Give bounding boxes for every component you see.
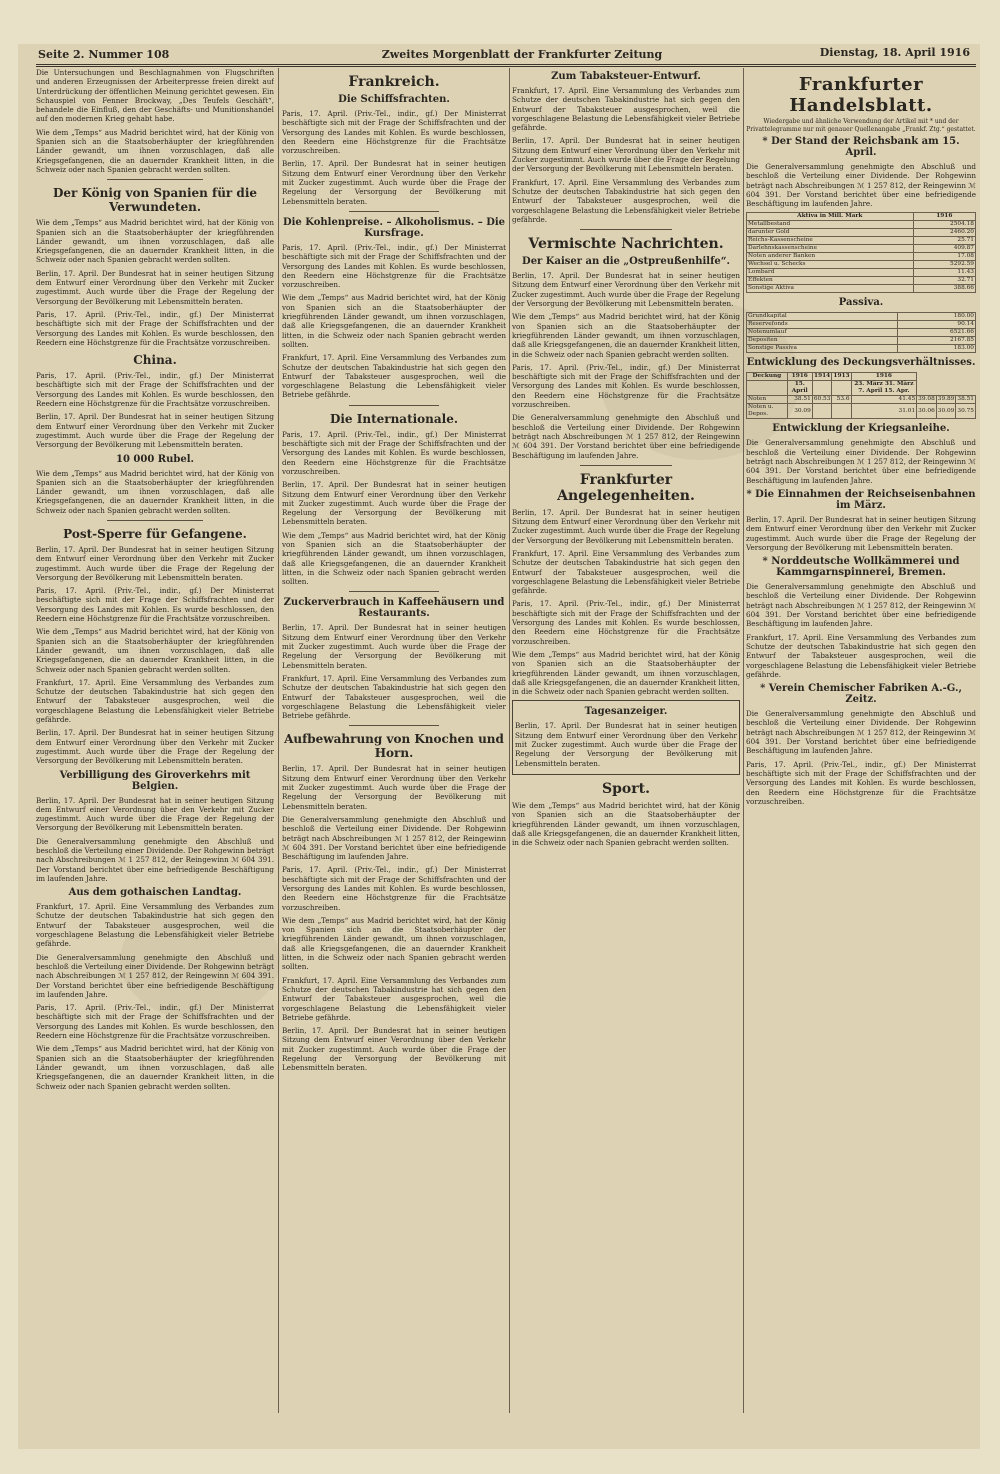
section-title: Frankfurter Handelsblatt. — [789, 74, 933, 116]
table-cell: 32.71 — [913, 277, 975, 285]
table-header-cell: 15. April — [787, 381, 812, 396]
table-cell: Noten u. Depos. — [747, 404, 788, 419]
table-header-cell — [832, 381, 851, 396]
table-row — [747, 329, 976, 337]
table-cell: Darlehnskassenscheine — [747, 245, 914, 253]
article-text: Frankfurt, 17. April. Eine Versammlung des Verbandes zum Schutze der deutschen Tabakindustrie hat sich gegen den Entwurf der Tabaksteuer ausgesprochen, weil die vorgeschlagene Belastung die Lebensfähigkeit vieler Betriebe gefährde. — [282, 673, 506, 721]
table-cell: Notenumlauf — [747, 329, 898, 337]
table-cell: Wechsel u. Schecks — [747, 261, 914, 269]
masthead-rule — [36, 66, 976, 67]
article-text: Paris, 17. April. (Priv.-Tel., indir., gf.) Der Ministerrat beschäftigte sich mit der Frage der Schiffsfrachten und der Versorgung des Landes mit Kohlen. Es wurde beschlossen, den Reedern eine Höchstgrenze für die Frachtsätze vorzuschreiben. — [36, 586, 274, 624]
article-text: Die Generalversammlung genehmigte den Abschluß und beschloß die Verteilung einer Dividende. Der Rohgewinn beträgt nach Abschreibungen ℳ 1 257 812, der Reingewinn ℳ 604 391. Der Vorstand berichtet über eine befriedigende Beschäftigung im laufenden Jahre. — [746, 582, 976, 629]
article-text: Paris, 17. April. (Priv.-Tel., indir., gf.) Der Ministerrat beschäftigte sich mit der Frage der Schiffsfrachten und der Versorgung des Landes mit Kohlen. Es wurde beschlossen, den Reedern eine Höchstgrenze für die Frachtsätze vorzuschreiben. — [746, 759, 976, 806]
table-row — [747, 313, 976, 321]
article-text: Frankfurt, 17. April. Eine Versammlung des Verbandes zum Schutze der deutschen Tabakindustrie hat sich gegen den Entwurf der Tabaksteuer ausgesprochen, weil die vorgeschlagene Belastung die Lebensfähigkeit vieler Betriebe gefährde. — [512, 548, 740, 596]
table-label: Passiva. — [838, 297, 884, 309]
article-text: Berlin, 17. April. Der Bundesrat hat in seiner heutigen Sitzung dem Entwurf einer Verordnung über den Verkehr mit Zucker zugestimmt. Auch wurde über die Frage der Regelung der Versorgung der Bevölkerung mit Lebensmitteln beraten. — [515, 721, 737, 768]
divider — [580, 465, 671, 466]
table-header-cell: 1913 — [833, 373, 850, 380]
article-text: Frankfurt, 17. April. Eine Versammlung des Verbandes zum Schutze der deutschen Tabakindustrie hat sich gegen den Entwurf der Tabaksteuer ausgesprochen, weil die vorgeschlagene Belastung die Lebensfähigkeit vieler Betriebe gefährde. — [36, 902, 274, 949]
table-cell: Depositen — [747, 337, 898, 345]
deckung-table — [746, 372, 976, 419]
article-headline: Aus dem gothaischen Landtag. — [68, 887, 242, 899]
article-text: Berlin, 17. April. Der Bundesrat hat in seiner heutigen Sitzung dem Entwurf einer Verordnung über den Verkehr mit Zucker zugestimmt. Auch wurde über die Frage der Regelung der Versorgung der Bevölkerung mit Lebensmitteln beraten. — [282, 623, 506, 670]
table-cell: 90.14 — [897, 321, 975, 329]
table-cell: Metallbestand — [747, 221, 914, 229]
table-cell: 39.89 — [937, 396, 955, 403]
paper-title: Zweites Morgenblatt der Frankfurter Zeitung — [381, 48, 663, 61]
table-cell: 409.87 — [913, 245, 975, 253]
article-text: Wie dem „Temps“ aus Madrid berichtet wird, hat der König von Spanien sich an die Staatsoberhäupter der kriegführenden Länder gewandt, um ihnen vorzuschlagen, daß alle Kriegsgefangenen, die an dauernder Krankheit litten, in die Schweiz oder nach Spanien gebracht werden sollten. — [512, 649, 740, 697]
article-text: Paris, 17. April. (Priv.-Tel., indir., gf.) Der Ministerrat beschäftigte sich mit der Frage der Schiffsfrachten und der Versorgung des Landes mit Kohlen. Es wurde beschlossen, den Reedern eine Höchstgrenze für die Frachtsätze vorzuschreiben. — [36, 1003, 274, 1041]
table-header-cell: 1914 — [814, 373, 831, 380]
article-text: Die Generalversammlung genehmigte den Abschluß und beschloß die Verteilung einer Dividende. Der Rohgewinn beträgt nach Abschreibungen ℳ 1 257 812, der Reingewinn ℳ 604 391. Der Vorstand berichtet über eine befriedigende Beschäftigung im laufenden Jahre. — [746, 162, 976, 209]
article-text: Paris, 17. April. (Priv.-Tel., indir., gf.) Der Ministerrat beschäftigte sich mit der Frage der Schiffsfrachten und der Versorgung des Landes mit Kohlen. Es wurde beschlossen, den Reedern eine Höchstgrenze für die Frachtsätze vorzuschreiben. — [282, 865, 506, 912]
article-text: Berlin, 17. April. Der Bundesrat hat in seiner heutigen Sitzung dem Entwurf einer Verordnung über den Verkehr mit Zucker zugestimmt. Auch wurde über die Frage der Regelung der Versorgung der Bevölkerung mit Lebensmitteln beraten. — [36, 412, 274, 450]
article-headline: * Der Stand der Reichsbank am 15. April. — [762, 136, 960, 158]
table-row — [747, 237, 976, 245]
article-headline: Die Kohlenpreise. – Alkoholismus. – Die Kursfrage. — [282, 216, 506, 239]
table-header-cell: 1916 — [851, 373, 917, 381]
table-cell: Grundkapital — [747, 313, 898, 321]
article-headline: Verbilligung des Giroverkehrs mit Belgien. — [59, 769, 251, 792]
table-cell: darunter Gold — [747, 229, 914, 237]
table-header-cell: Aktiva in Mill. Mark — [747, 213, 914, 221]
table-row — [747, 253, 976, 261]
article-text: Frankfurt, 17. April. Eine Versammlung des Verbandes zum Schutze der deutschen Tabakindustrie hat sich gegen den Entwurf der Tabaksteuer ausgesprochen, weil die vorgeschlagene Belastung die Lebensfähigkeit vieler Betriebe gefährde. — [36, 677, 274, 725]
table-cell: 60.53 — [813, 396, 831, 403]
article-text: Die Generalversammlung genehmigte den Abschluß und beschloß die Verteilung einer Dividende. Der Rohgewinn beträgt nach Abschreibungen ℳ 1 257 812, der Reingewinn ℳ 604 391. Der Vorstand berichtet über eine befriedigende Beschäftigung im laufenden Jahre. — [746, 709, 976, 756]
table-cell: 53.6 — [832, 396, 851, 404]
article-text: Wie dem „Temps“ aus Madrid berichtet wird, hat der König von Spanien sich an die Staatsoberhäupter der kriegführenden Länder gewandt, um ihnen vorzuschlagen, daß alle Kriegsgefangenen, die an dauernder Krankheit litten, in die Schweiz oder nach Spanien gebracht werden sollten. — [36, 468, 274, 515]
column-separator — [278, 68, 279, 1413]
article-headline: Der König von Spanien für die Verwundeten. — [52, 186, 258, 215]
article-text: Paris, 17. April. (Priv.-Tel., indir., gf.) Der Ministerrat beschäftigte sich mit der Frage der Schiffsfrachten und der Versorgung des Landes mit Kohlen. Es wurde beschlossen, den Reedern eine Höchstgrenze für die Frachtsätze vorzuschreiben. — [282, 109, 506, 156]
table-row — [747, 321, 976, 329]
table-header-cell: 1916 — [787, 373, 812, 381]
section-note: Wiedergabe und ähnliche Verwendung der Artikel mit * und der Privattelegramme nur mit genauer Quellenangabe „Frankf. Ztg.“ gestattet. — [746, 118, 976, 133]
table-cell: 388.66 — [913, 285, 975, 293]
article-text: Wie dem „Temps“ aus Madrid berichtet wird, hat der König von Spanien sich an die Staatsoberhäupter der kriegführenden Länder gewandt, um ihnen vorzuschlagen, daß alle Kriegsgefangenen, die an dauernder Krankheit litten, in die Schweiz oder nach Spanien gebracht werden sollten. — [512, 800, 740, 848]
article-headline: Frankreich. — [348, 74, 440, 90]
table-cell: Noten — [747, 396, 788, 404]
reichsbank-aktiva-table — [746, 212, 976, 293]
table-cell: Noten anderer Banken — [747, 253, 914, 261]
article-text: Frankfurt, 17. April. Eine Versammlung des Verbandes zum Schutze der deutschen Tabakindustrie hat sich gegen den Entwurf der Tabaksteuer ausgesprochen, weil die vorgeschlagene Belastung die Lebensfähigkeit vieler Betriebe gefährde. — [282, 353, 506, 400]
divider — [580, 229, 671, 230]
article-text: Berlin, 17. April. Der Bundesrat hat in seiner heutigen Sitzung dem Entwurf einer Verordnung über den Verkehr mit Zucker zugestimmt. Auch wurde über die Frage der Regelung der Versorgung der Bevölkerung mit Lebensmitteln beraten. — [36, 728, 274, 766]
table-cell: 17.08 — [913, 253, 975, 261]
table-cell: 30.75 — [956, 404, 976, 419]
table-cell: Reichs-Kassenscheine — [747, 237, 914, 245]
article-headline: Frankfurter Angelegenheiten. — [557, 471, 695, 504]
article-headline: Aufbewahrung von Knochen und Horn. — [284, 732, 504, 761]
table-cell: 30.06 — [917, 404, 937, 419]
table-cell: 180.00 — [897, 313, 975, 321]
article-text: Die Generalversammlung genehmigte den Abschluß und beschloß die Verteilung einer Dividende. Der Rohgewinn beträgt nach Abschreibungen ℳ 1 257 812, der Reingewinn ℳ 604 391. Der Vorstand berichtet über eine befriedigende Beschäftigung im laufenden Jahre. — [282, 814, 506, 862]
table-cell: 31.01 — [851, 404, 917, 419]
table-row — [747, 277, 976, 285]
article-headline: Vermischte Nachrichten. — [528, 236, 724, 253]
article-text: Paris, 17. April. (Priv.-Tel., indir., gf.) Der Ministerrat beschäftigte sich mit der Frage der Schiffsfrachten und der Versorgung des Landes mit Kohlen. Es wurde beschlossen, den Reedern eine Höchstgrenze für die Frachtsätze vorzuschreiben. — [36, 309, 274, 347]
table-cell: 2167.85 — [897, 337, 975, 345]
box-title: Tagesanzeiger. — [584, 706, 668, 718]
article-headline: Post-Sperre für Gefangene. — [63, 526, 247, 541]
divider — [349, 591, 439, 592]
table-header-cell — [747, 381, 788, 396]
article-text: Berlin, 17. April. Der Bundesrat hat in seiner heutigen Sitzung dem Entwurf einer Verordnung über den Verkehr mit Zucker zugestimmt. Auch wurde über die Frage der Regelung der Versorgung der Bevölkerung mit Lebensmitteln beraten. — [746, 514, 976, 552]
table-cell — [812, 404, 832, 419]
column-separator — [509, 68, 510, 1413]
article-text: Wie dem „Temps“ aus Madrid berichtet wird, hat der König von Spanien sich an die Staatsoberhäupter der kriegführenden Länder gewandt, um ihnen vorzuschlagen, daß alle Kriegsgefangenen, die an dauernder Krankheit litten, in die Schweiz oder nach Spanien gebracht werden sollten. — [282, 530, 506, 587]
article-text: Berlin, 17. April. Der Bundesrat hat in seiner heutigen Sitzung dem Entwurf einer Verordnung über den Verkehr mit Zucker zugestimmt. Auch wurde über die Frage der Regelung der Versorgung der Bevölkerung mit Lebensmitteln beraten. — [36, 795, 274, 833]
table-row — [747, 245, 976, 253]
reichsbank-passiva-table — [746, 312, 976, 353]
article-text: Die Generalversammlung genehmigte den Abschluß und beschloß die Verteilung einer Dividende. Der Rohgewinn beträgt nach Abschreibungen ℳ 1 257 812, der Reingewinn ℳ 604 391. Der Vorstand berichtet über eine befriedigende Beschäftigung im laufenden Jahre. — [746, 438, 976, 485]
article-text: Paris, 17. April. (Priv.-Tel., indir., gf.) Der Ministerrat beschäftigte sich mit der Frage der Schiffsfrachten und der Versorgung des Landes mit Kohlen. Es wurde beschlossen, den Reedern eine Höchstgrenze für die Frachtsätze vorzuschreiben. — [512, 362, 740, 410]
masthead-rule — [36, 64, 976, 65]
article-headline: Die Internationale. — [329, 411, 459, 426]
divider — [349, 211, 439, 212]
article-text: Berlin, 17. April. Der Bundesrat hat in seiner heutigen Sitzung dem Entwurf einer Verordnung über den Verkehr mit Zucker zugestimmt. Auch wurde über die Frage der Regelung der Versorgung der Bevölkerung mit Lebensmitteln beraten. — [36, 268, 274, 306]
calendar-box — [512, 700, 740, 774]
table-cell — [832, 404, 851, 419]
table-cell: 5292.59 — [913, 261, 975, 269]
article-text: Berlin, 17. April. Der Bundesrat hat in seiner heutigen Sitzung dem Entwurf einer Verordnung über den Verkehr mit Zucker zugestimmt. Auch wurde über die Frage der Regelung der Versorgung der Bevölkerung mit Lebensmitteln beraten. — [282, 480, 506, 527]
issue-date: Dienstag, 18. April 1916 — [819, 46, 970, 59]
table-row — [747, 337, 976, 345]
table-row — [747, 269, 976, 277]
table-cell: 30.09 — [936, 404, 956, 419]
table-row — [747, 396, 976, 404]
table-cell: Effekten — [747, 277, 914, 285]
table-cell: Lombard — [747, 269, 914, 277]
article-subheadline: Der Kaiser an die „Ostpreußenhilfe“. — [522, 256, 730, 268]
divider — [107, 179, 202, 180]
article-text: Berlin, 17. April. Der Bundesrat hat in seiner heutigen Sitzung dem Entwurf einer Verordnung über den Verkehr mit Zucker zugestimmt. Auch wurde über die Frage der Regelung der Versorgung der Bevölkerung mit Lebensmitteln beraten. — [36, 544, 274, 582]
table-row — [747, 261, 976, 269]
divider — [107, 520, 202, 521]
table-cell: 41.45 — [851, 396, 917, 404]
article-headline: Zum Tabaksteuer-Entwurf. — [551, 71, 701, 82]
page-number: Seite 2. Nummer 108 — [38, 48, 170, 61]
table-cell: 25.71 — [913, 237, 975, 245]
table-cell: Sonstige Aktiva — [747, 285, 914, 293]
column-2 — [282, 68, 506, 1428]
table-cell: 6521.66 — [897, 329, 975, 337]
article-text: Berlin, 17. April. Der Bundesrat hat in seiner heutigen Sitzung dem Entwurf einer Verordnung über den Verkehr mit Zucker zugestimmt. Auch wurde über die Frage der Regelung der Versorgung der Bevölkerung mit Lebensmitteln beraten. — [512, 507, 740, 545]
table-cell: 11.43 — [913, 269, 975, 277]
divider — [349, 405, 439, 406]
article-headline: Zuckerverbrauch in Kaffeehäusern und Restaurants. — [283, 597, 505, 620]
column-3 — [512, 68, 740, 1428]
table-header-cell — [812, 381, 832, 396]
article-text: Berlin, 17. April. Der Bundesrat hat in seiner heutigen Sitzung dem Entwurf einer Verordnung über den Verkehr mit Zucker zugestimmt. Auch wurde über die Frage der Regelung der Versorgung der Bevölkerung mit Lebensmitteln beraten. — [282, 1026, 506, 1073]
article-text: Paris, 17. April. (Priv.-Tel., indir., gf.) Der Ministerrat beschäftigte sich mit der Frage der Schiffsfrachten und der Versorgung des Landes mit Kohlen. Es wurde beschlossen, den Reedern eine Höchstgrenze für die Frachtsätze vorzuschreiben. — [512, 599, 740, 646]
table-title: Entwicklung der Kriegsanleihe. — [772, 423, 950, 435]
article-text: Die Generalversammlung genehmigte den Abschluß und beschloß die Verteilung einer Dividende. Der Rohgewinn beträgt nach Abschreibungen ℳ 1 257 812, der Reingewinn ℳ 604 391. Der Vorstand berichtet über eine befriedigende Beschäftigung im laufenden Jahre. — [512, 413, 740, 460]
article-text: Berlin, 17. April. Der Bundesrat hat in seiner heutigen Sitzung dem Entwurf einer Verordnung über den Verkehr mit Zucker zugestimmt. Auch wurde über die Frage der Regelung der Versorgung der Bevölkerung mit Lebensmitteln beraten. — [282, 159, 506, 206]
article-text: Wie dem „Temps“ aus Madrid berichtet wird, hat der König von Spanien sich an die Staatsoberhäupter der kriegführenden Länder gewandt, um ihnen vorzuschlagen, daß alle Kriegsgefangenen, die an dauernder Krankheit litten, in die Schweiz oder nach Spanien gebracht werden sollten. — [36, 627, 274, 674]
table-row — [747, 229, 976, 237]
table-cell: Reservefonds — [747, 321, 898, 329]
table-row — [747, 221, 976, 229]
article-text: Die Untersuchungen und Beschlagnahmen von Flugschriften und anderen Erzeugnissen der Arbeiterpresse freien direkt auf Unterdrückung der öffentlichen Meinung gerichtet gewesen. Ein Schauspiel von Fenner Brockway, „Des Teufels Geschäft“, behandele die Einfluß, den der Geschäfts- und Munitionshandel auf den modernen Krieg gehabt habe. — [36, 68, 274, 124]
article-text: Die Generalversammlung genehmigte den Abschluß und beschloß die Verteilung einer Dividende. Der Rohgewinn beträgt nach Abschreibungen ℳ 1 257 812, der Reingewinn ℳ 604 391. Der Vorstand berichtet über eine befriedigende Beschäftigung im laufenden Jahre. — [36, 836, 274, 883]
table-cell: 183.00 — [897, 345, 975, 353]
article-text: Berlin, 17. April. Der Bundesrat hat in seiner heutigen Sitzung dem Entwurf einer Verordnung über den Verkehr mit Zucker zugestimmt. Auch wurde über die Frage der Regelung der Versorgung der Bevölkerung mit Lebensmitteln beraten. — [282, 764, 506, 811]
article-subheadline: Die Schiffsfrachten. — [338, 94, 450, 105]
article-text: Paris, 17. April. (Priv.-Tel., indir., gf.) Der Ministerrat beschäftigte sich mit der Frage der Schiffsfrachten und der Versorgung des Landes mit Kohlen. Es wurde beschlossen, den Reedern eine Höchstgrenze für die Frachtsätze vorzuschreiben. — [36, 371, 274, 409]
table-header-cell: 1916 — [913, 213, 975, 221]
divider — [349, 725, 439, 726]
article-text: Paris, 17. April. (Priv.-Tel., indir., gf.) Der Ministerrat beschäftigte sich mit der Frage der Schiffsfrachten und der Versorgung des Landes mit Kohlen. Es wurde beschlossen, den Reedern eine Höchstgrenze für die Frachtsätze vorzuschreiben. — [282, 429, 506, 476]
table-cell: 38.51 — [957, 396, 974, 403]
article-headline: * Norddeutsche Wollkämmerei und Kammgarnspinnerei, Bremen. — [762, 556, 960, 579]
article-text: Die Generalversammlung genehmigte den Abschluß und beschloß die Verteilung einer Dividende. Der Rohgewinn beträgt nach Abschreibungen ℳ 1 257 812, der Reingewinn ℳ 604 391. Der Vorstand berichtet über eine befriedigende Beschäftigung im laufenden Jahre. — [36, 952, 274, 999]
article-text: Frankfurt, 17. April. Eine Versammlung des Verbandes zum Schutze der deutschen Tabakindustrie hat sich gegen den Entwurf der Tabaksteuer ausgesprochen, weil die vorgeschlagene Belastung die Lebensfähigkeit vieler Betriebe gefährde. — [512, 177, 740, 224]
table-cell: 2460.20 — [913, 229, 975, 237]
column-separator — [743, 68, 744, 1413]
article-text: Frankfurt, 17. April. Eine Versammlung des Verbandes zum Schutze der deutschen Tabakindustrie hat sich gegen den Entwurf der Tabaksteuer ausgesprochen, weil die vorgeschlagene Belastung die Lebensfähigkeit vieler Betriebe gefährde. — [512, 86, 740, 133]
table-header-cell: Deckung — [747, 373, 788, 381]
table-cell: Sonstige Passiva — [747, 345, 898, 353]
table-row — [747, 345, 976, 353]
article-text: Wie dem „Temps“ aus Madrid berichtet wird, hat der König von Spanien sich an die Staatsoberhäupter der kriegführenden Länder gewandt, um ihnen vorzuschlagen, daß alle Kriegsgefangenen, die an dauernder Krankheit litten, in die Schweiz oder nach Spanien gebracht werden sollten. — [36, 127, 274, 174]
table-cell: 30.09 — [787, 404, 812, 419]
article-text: Berlin, 17. April. Der Bundesrat hat in seiner heutigen Sitzung dem Entwurf einer Verordnung über den Verkehr mit Zucker zugestimmt. Auch wurde über die Frage der Regelung der Versorgung der Bevölkerung mit Lebensmitteln beraten. — [512, 271, 740, 309]
table-header-cell: 23. März 31. März 7. April 15. Apr. — [851, 381, 917, 396]
article-headline: Sport. — [602, 780, 650, 797]
column-1 — [36, 68, 274, 1428]
article-headline: * Die Einnahmen der Reichseisenbahnen im März. — [746, 488, 976, 511]
table-cell: 2504.18 — [913, 221, 975, 229]
table-cell: 39.08 — [918, 396, 935, 403]
article-text: Wie dem „Temps“ aus Madrid berichtet wird, hat der König von Spanien sich an die Staatsoberhäupter der kriegführenden Länder gewandt, um ihnen vorzuschlagen, daß alle Kriegsgefangenen, die an dauernder Krankheit litten, in die Schweiz oder nach Spanien gebracht werden sollten. — [282, 293, 506, 349]
article-headline: * Verein Chemischer Fabriken A.-G., Zeitz. — [760, 683, 962, 706]
table-cell: 38.51 — [787, 396, 812, 404]
table-title: Entwicklung des Deckungsverhältnisses. — [746, 357, 976, 369]
article-text: Wie dem „Temps“ aus Madrid berichtet wird, hat der König von Spanien sich an die Staatsoberhäupter der kriegführenden Länder gewandt, um ihnen vorzuschlagen, daß alle Kriegsgefangenen, die an dauernder Krankheit litten, in die Schweiz oder nach Spanien gebracht werden sollten. — [36, 1044, 274, 1091]
article-text: Frankfurt, 17. April. Eine Versammlung des Verbandes zum Schutze der deutschen Tabakindustrie hat sich gegen den Entwurf der Tabaksteuer ausgesprochen, weil die vorgeschlagene Belastung die Lebensfähigkeit vieler Betriebe gefährde. — [746, 632, 976, 679]
table-row — [747, 404, 976, 419]
article-text: Paris, 17. April. (Priv.-Tel., indir., gf.) Der Ministerrat beschäftigte sich mit der Frage der Schiffsfrachten und der Versorgung des Landes mit Kohlen. Es wurde beschlossen, den Reedern eine Höchstgrenze für die Frachtsätze vorzuschreiben. — [282, 242, 506, 290]
masthead — [22, 46, 978, 64]
article-text: Wie dem „Temps“ aus Madrid berichtet wird, hat der König von Spanien sich an die Staatsoberhäupter der kriegführenden Länder gewandt, um ihnen vorzuschlagen, daß alle Kriegsgefangenen, die an dauernder Krankheit litten, in die Schweiz oder nach Spanien gebracht werden sollten. — [282, 915, 506, 972]
article-text: Wie dem „Temps“ aus Madrid berichtet wird, hat der König von Spanien sich an die Staatsoberhäupter der kriegführenden Länder gewandt, um ihnen vorzuschlagen, daß alle Kriegsgefangenen, die an dauernder Krankheit litten, in die Schweiz oder nach Spanien gebracht werden sollten. — [36, 218, 274, 265]
column-4 — [746, 68, 976, 1428]
table-row — [747, 285, 976, 293]
article-text: Berlin, 17. April. Der Bundesrat hat in seiner heutigen Sitzung dem Entwurf einer Verordnung über den Verkehr mit Zucker zugestimmt. Auch wurde über die Frage der Regelung der Versorgung der Bevölkerung mit Lebensmitteln beraten. — [512, 136, 740, 174]
article-headline: China. — [133, 353, 177, 368]
article-text: Wie dem „Temps“ aus Madrid berichtet wird, hat der König von Spanien sich an die Staatsoberhäupter der kriegführenden Länder gewandt, um ihnen vorzuschlagen, daß alle Kriegsgefangenen, die an dauernder Krankheit litten, in die Schweiz oder nach Spanien gebracht werden sollten. — [512, 312, 740, 359]
article-headline: 10 000 Rubel. — [116, 453, 194, 465]
article-text: Frankfurt, 17. April. Eine Versammlung des Verbandes zum Schutze der deutschen Tabakindustrie hat sich gegen den Entwurf der Tabaksteuer ausgesprochen, weil die vorgeschlagene Belastung die Lebensfähigkeit vieler Betriebe gefährde. — [282, 975, 506, 1022]
